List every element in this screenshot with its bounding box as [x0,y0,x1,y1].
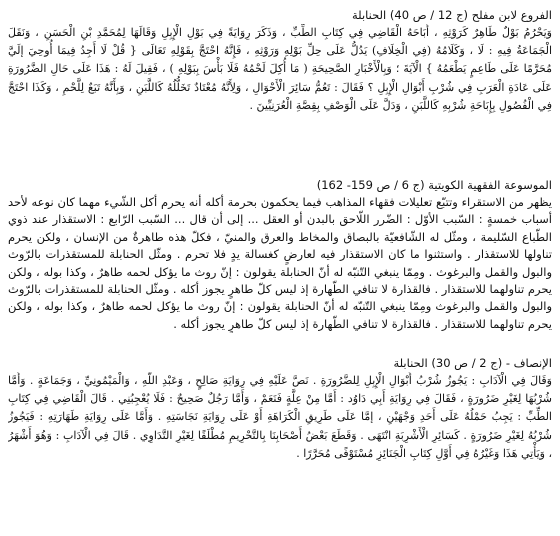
source-title: الموسوعة الفقهية الكويتية [428,178,552,192]
entry-header [8,6,552,24]
source-title: الإنصاف [513,356,552,370]
entry-insaf [8,354,552,514]
entry-text: وَقَالَ فِي الْآدَابِ : يَجُوزُ شُرْبُ أَبْوَالِ الْإِبِلِ لِلضَّرُورَةِ . نَصَّ عَلَيْهِ فِي رِوَايَةِ صَالِحٍ ، وَعَبْدِ اللَّهِ ، وَالْمَيْمُونِيِّ ، وَجَمَاعَةٍ . وَأَمَّا شُرْبُهَا لِغَيْرِ ضَرُورَةٍ ، فَقَالَ فِي رِوَايَةِ أَبِي دَاوُد : أَمَّا مِنْ عِلَّةٍ فَنَعَمْ ، وَأَمَّا رَجُلٌ صَحِيحٌ : فَلَا يُعْجِبُنِي . قَالَ الْقَاضِي فِي كِتَابِ الطِّبِّ : يَجِبُ حَمْلُهُ عَلَى أَحَدِ وَجْهَيْنِ ، إمَّا عَلَى طَرِيقِ الْكَرَاهَةِ أَوْ عَلَى رِوَايَةِ نَجَاسَتِهِ . وَأَمَّا عَلَى رِوَايَةِ طَهَارَتِهِ : فَيَجُوزُ شُرْبُهُ لِغَيْرِ ضَرُورَةٍ . كَسَائِرِ الْأَشْرِبَةِ انْتَهَى . وَقَطَعَ بَعْضُ أَصْحَابِنَا بِالتَّحْرِيمِ مُطْلَقًا لِغَيْرِ التَّدَاوِي . قَالَ فِي الْآدَابِ : وَهُوَ أَشْهَرُ ، وَيَأْتِي هَذَا وَغَيْرُهُ فِي أَوَّلِ كِتَابِ الْجَنَائِزِ مُسْتَوْفًى مُحَرَّرًا . [8,374,552,460]
volume-page-ref: - (ج 2 / ص 30) [431,356,510,370]
volume-page-ref: (ج 12 / ص 40) [389,8,469,22]
source-title: الفروع لابن مفلح [471,8,552,22]
entry-header [8,176,552,194]
entry-furu [8,6,552,166]
entry-mawsuah [8,176,552,338]
entry-text: وَيَحْرُمُ بَوْلٌ طَاهِرٌ كَرَوْثِهِ ، أَبَاحَهُ الْقَاضِي فِي كِتَابِ الطِّبِّ ، وَذَكَرَ رِوَايَةً فِي بَوْلِ الْإِبِلِ وَقَالَهَا لِمُحَمَّدِ بْنِ الْحَسَنِ ، وَنَقَلَ الْجَمَاعَةُ فِيهِ : لَا ، وَكَلَامُهُ (فِي الْخِلَافِ) يَدُلُّ عَلَى حِلِّ بَوْلِهِ وَرَوْثِهِ ، فَإِنَّهُ احْتَجَّ بِقَوْلِهِ تَعَالَى { قُلْ لَا أَجِدُ فِيمَا أُوحِيَ إلَيَّ مُحَرَّمًا عَلَى طَاعِمٍ يَطْعَمُهُ } الْآيَةَ ؛ وَبِالْأَخْبَارِ الصَّحِيحَةِ ( مَا أُكِلَ لَحْمُهُ فَلَا بَأْسَ بِبَوْلِهِ ) ، فَقِيلَ لَهُ : هَذَا عَلَى حَالِ الضَّرُورَةِ عَلَى عَادَةِ الْعَرَبِ فِي شُرْبِ أَبْوَالِ الْإِبِلِ ؟ فَقَالَ : تَعُمُّ سَائِرَ الْأَحْوَالِ ، وَلِأَنَّهُ مُعْتَادٌ تَخَلُّلُهُ كَاللَّبَنِ ، وَبِأَنَّهُ تَبَعٌ لِلَّحْمِ ، وَكَذَا احْتَجَّ فِي الْفُصُولِ بِإِبَاحَةِ شُرْبِهِ كَاللَّبَنِ ، وَدَلَّ عَلَى الْوَصْفِ بِقِصَّةِ الْعُرَنِيِّينَ . [8,26,552,112]
entry-header [8,354,552,372]
madhhab-label: الحنابلة [393,356,428,370]
madhhab-label: الحنابلة [351,8,387,22]
entry-text: يظهر من الاستقراء وتتبّع تعليلات فقهاء المذاهب فيما يحكمون بحرمة أكله أنه يحرم أكل الشّيء مهما كان نوعه لأحد أسباب خمسةٍ : السّبب الأوّل : الضّرر اللّاحق بالبدن أو العقل ... إلى أن قال ... السّبب الرّابع : الاستقذار عند ذوي الطّباع السّليمة ، ومثّل له الشّافعيّة بالبصاق والمخاط والعرق والمنيّ ، فكلّ هذه طاهرةٌ من الإنسان ، ولكن يحرم تناولها للاستقذار . واستثنوا ما كان الاستقذار فيه لعارضٍ كغسالة يدٍ فلا تحرم . ومثّل الحنابلة للمستقذرات بالرّوث والبول والقمل والبرغوث . ومِمّا ينبغي التّنبّه له أنّ الحنابلة يقولون : إنّ روث ما يؤكل لحمه طاهرٌ ، وكذا بوله ، ولكن يحرم تناولهما للاستقذار . فالقذارة لا تنافي الطّهارة إذ ليس كلّ طاهرٍ يجوز أكله . ومثّل الحنابلة للمستقذرات بالرّوث والبول والقمل والبرغوث ومِمّا ينبغي التّنبّه له أنّ الحنابلة يقولون : إنّ روث ما يؤكل لحمه طاهرٌ ، وكذا بوله ، ولكن يحرم تناولهما للاستقذار . فالقذارة لا تنافي الطّهارة إذ ليس كلّ طاهرٍ يجوز أكله . [8,195,552,331]
volume-page-ref: (ج 6 / ص 159- 162) [316,178,425,192]
